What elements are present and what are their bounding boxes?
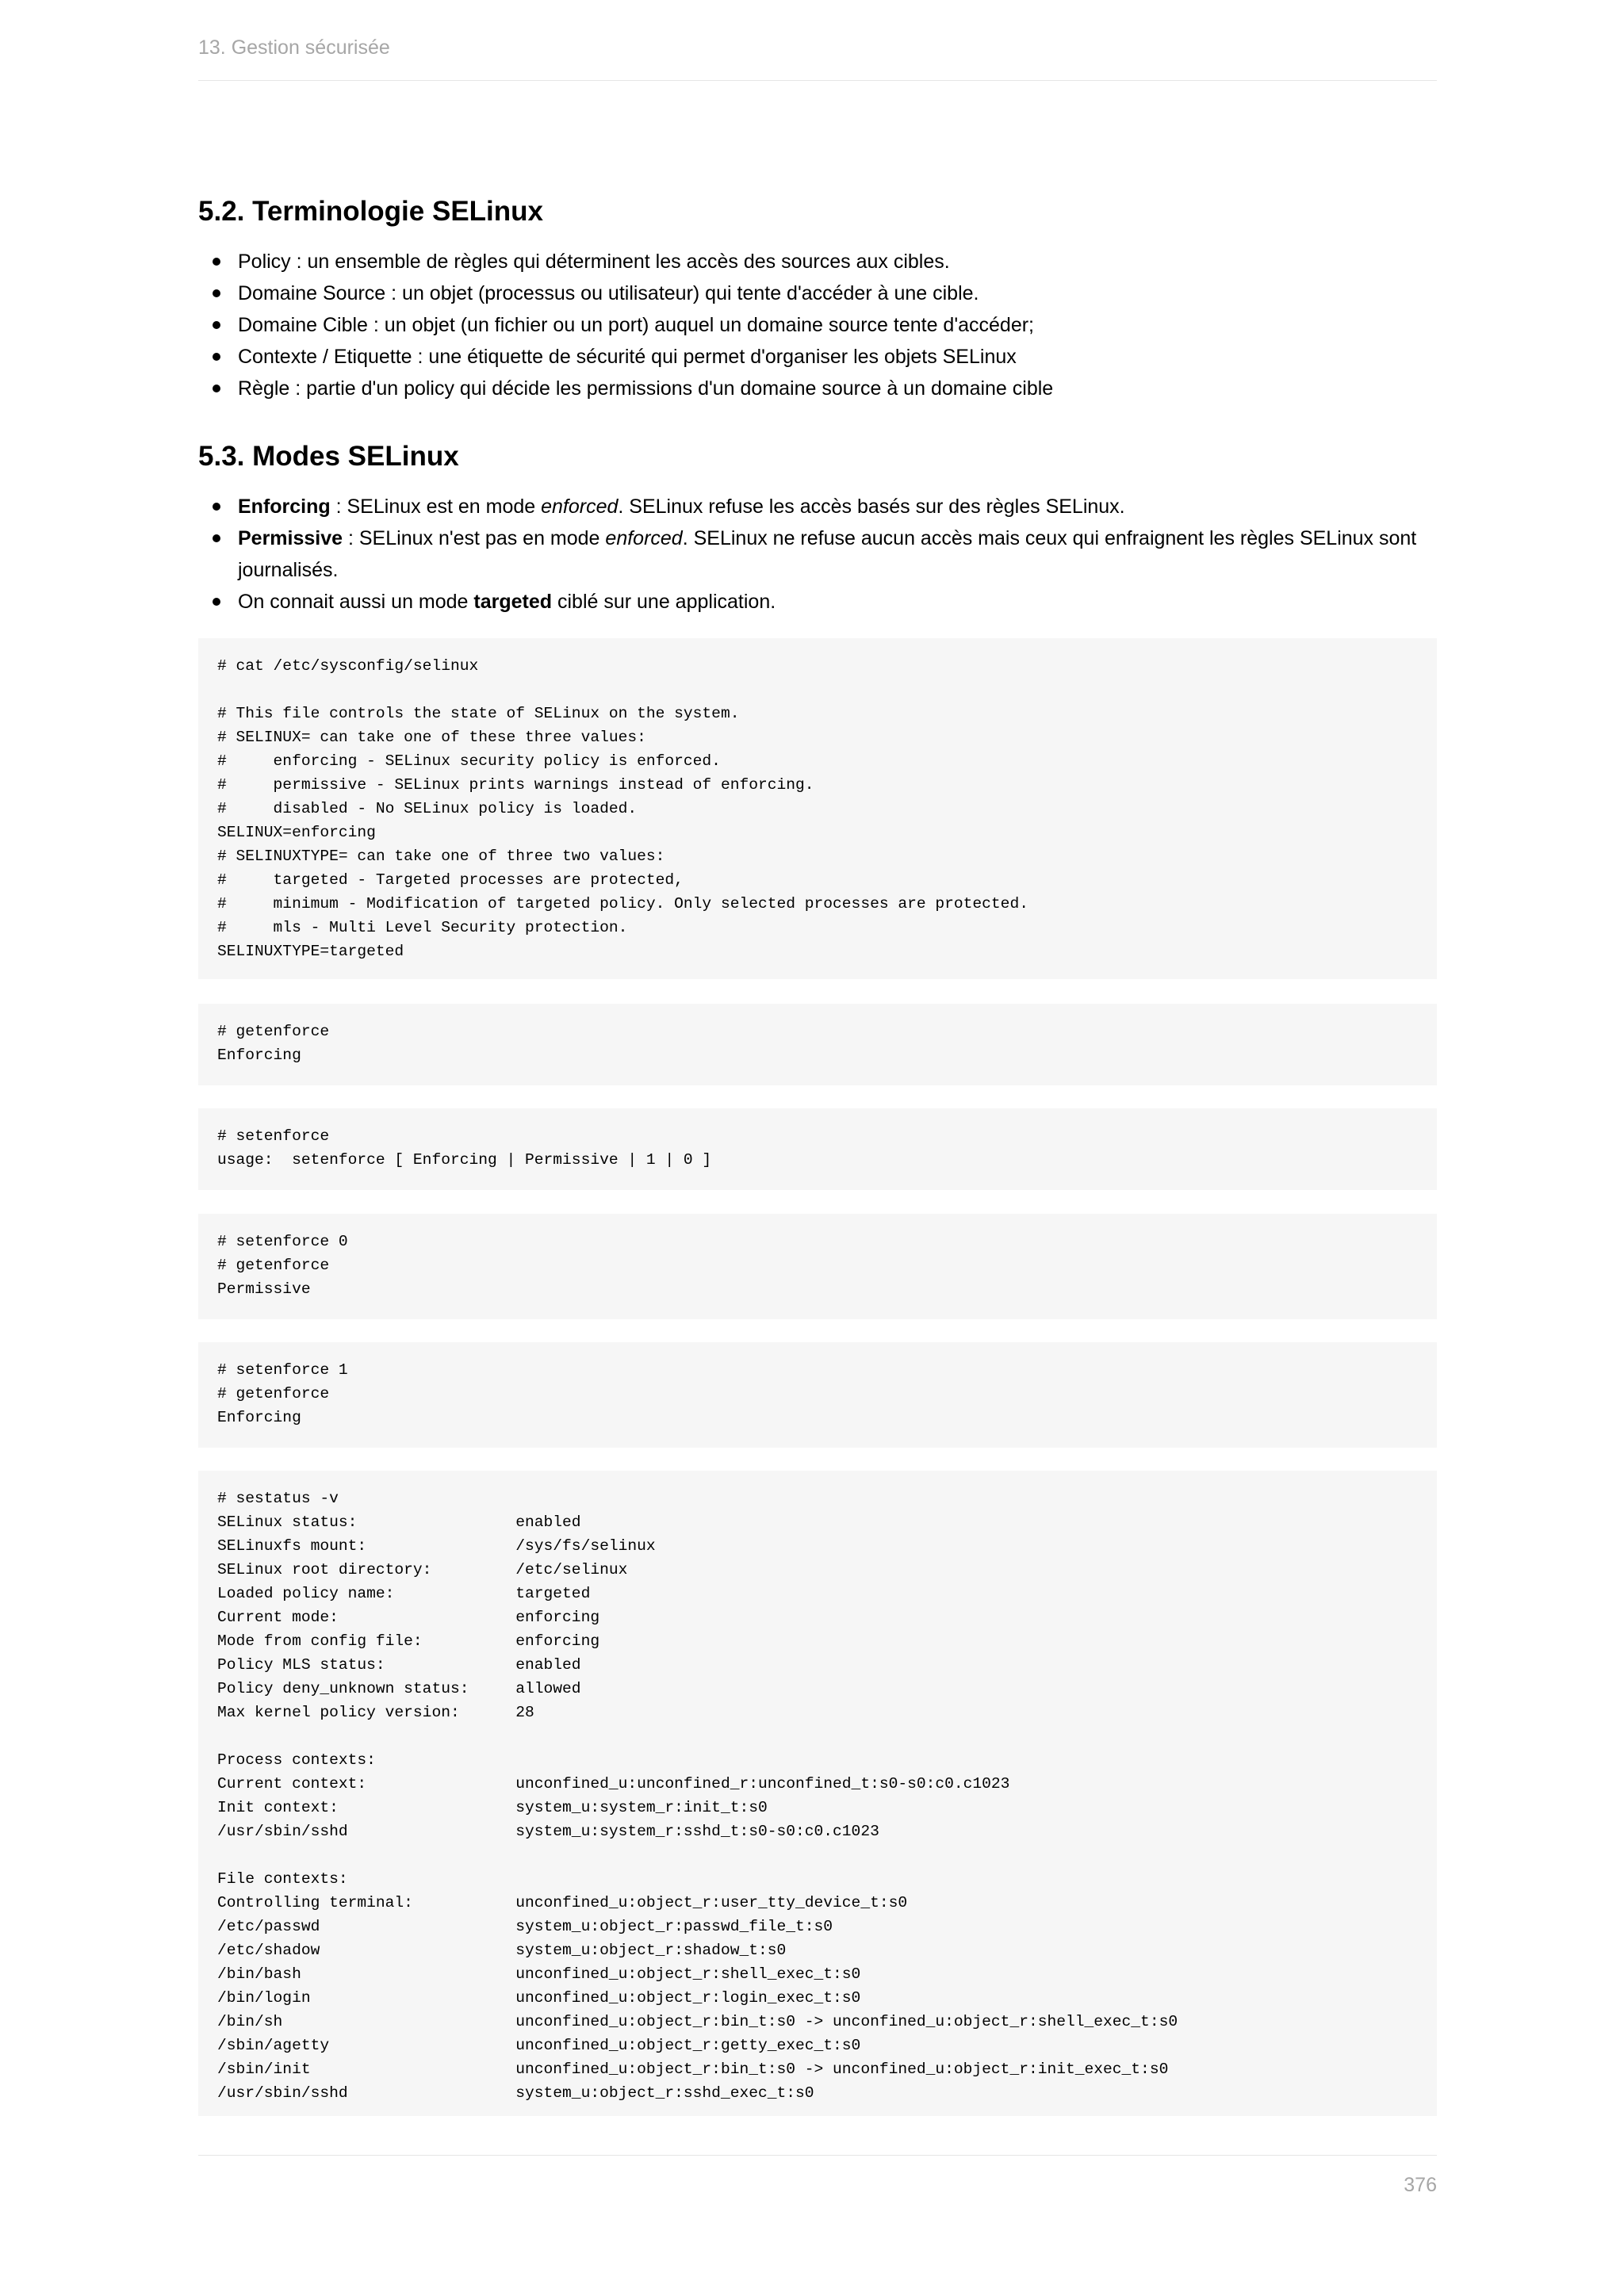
bullet-icon: [213, 534, 220, 542]
code-block-setenforce-1: # setenforce 1 # getenforce Enforcing: [198, 1342, 1437, 1448]
header-divider: [198, 80, 1437, 81]
code-block-setenforce-usage: # setenforce usage: setenforce [ Enforcing | Permissive | 1 | 0 ]: [198, 1108, 1437, 1190]
list-item: Domaine Cible : un objet (un fichier ou un port) auquel un domaine source tente d'accéder;: [198, 309, 1437, 341]
list-item: Domaine Source : un objet (processus ou utilisateur) qui tente d'accéder à une cible.: [198, 277, 1437, 309]
section-title-terminologie: 5.2. Terminologie SELinux: [198, 196, 543, 227]
page-number: 376: [1404, 2174, 1437, 2196]
code-block-selinux-config: # cat /etc/sysconfig/selinux # This file controls the state of SELinux on the system. # SELINUX= can take one of these three values: # enforcing - SELinux security policy is enforced. # permissive - SELinux prints warnings instead of enforcing. # disabled - No SELinux policy is loaded. SELINUX=enforcing # SELINUXTYPE= can take one of three two values: # targeted - Targeted processes are protected, # minimum - Modification of targeted policy. Only selected processes are protected. # mls - Multi Level Security protection. SELINUXTYPE=targeted: [198, 638, 1437, 979]
code-block-setenforce-0: # setenforce 0 # getenforce Permissive: [198, 1214, 1437, 1319]
document-page: [198, 0, 1437, 2296]
terminology-list: [198, 246, 1437, 404]
list-item: Règle : partie d'un policy qui décide les permissions d'un domaine source à un domaine cible: [198, 373, 1437, 404]
bullet-icon: [213, 321, 220, 329]
section-title-modes: 5.3. Modes SELinux: [198, 441, 459, 472]
code-block-getenforce: # getenforce Enforcing: [198, 1004, 1437, 1085]
section-modes: [198, 439, 1437, 618]
running-header: 13. Gestion sécurisée: [198, 36, 390, 59]
list-item: Contexte / Etiquette : une étiquette de sécurité qui permet d'organiser les objets SELinux: [198, 341, 1437, 373]
code-block-sestatus: # sestatus -v SELinux status: enabled SELinuxfs mount: /sys/fs/selinux SELinux root directory: /etc/selinux Loaded policy name: targeted Current mode: enforcing Mode from config file: enforcing Policy MLS status: enabled Policy deny_unknown status: allowed Max kernel policy version: 28 Process contexts: Current context: unconfined_u:unconfined_r:unconfined_t:s0-s0:c0.c1023 Init context: system_u:system_r:init_t:s0 /usr/sbin/sshd system_u:system_r:sshd_t:s0-s0:c0.c1023 File contexts: Controlling terminal: unconfined_u:object_r:user_tty_device_t:s0 /etc/passwd system_u:object_r:passwd_file_t:s0 /etc/shadow system_u:object_r:shadow_t:s0 /bin/bash unconfined_u:object_r:shell_exec_t:s0 /bin/login unconfined_u:object_r:login_exec_t:s0 /bin/sh unconfined_u:object_r:bin_t:s0 -> unconfined_u:object_r:shell_exec_t:s0 /sbin/agetty unconfined_u:object_r:getty_exec_t:s0 /sbin/init unconfined_u:object_r:bin_t:s0 -> unconfined_u:object_r:init_exec_t:s0 /usr/sbin/sshd system_u:object_r:sshd_exec_t:s0: [198, 1471, 1437, 2116]
bullet-icon: [213, 258, 220, 266]
modes-list: [198, 491, 1437, 618]
bullet-icon: [213, 289, 220, 297]
bullet-icon: [213, 503, 220, 511]
list-item-targeted: On connait aussi un mode targeted ciblé sur une application.: [198, 586, 1437, 618]
list-item-enforcing: Enforcing : SELinux est en mode enforced. SELinux refuse les accès basés sur des règles SELinux.: [198, 491, 1437, 522]
bullet-icon: [213, 598, 220, 606]
list-item: Policy : un ensemble de règles qui déterminent les accès des sources aux cibles.: [198, 246, 1437, 277]
bullet-icon: [213, 385, 220, 392]
list-item-permissive: Permissive : SELinux n'est pas en mode enforced. SELinux ne refuse aucun accès mais ceux qui enfraignent les règles SELinux sont journalisés.: [198, 522, 1437, 586]
bullet-icon: [213, 353, 220, 361]
section-terminologie: [198, 194, 1437, 404]
footer-divider: [198, 2155, 1437, 2156]
